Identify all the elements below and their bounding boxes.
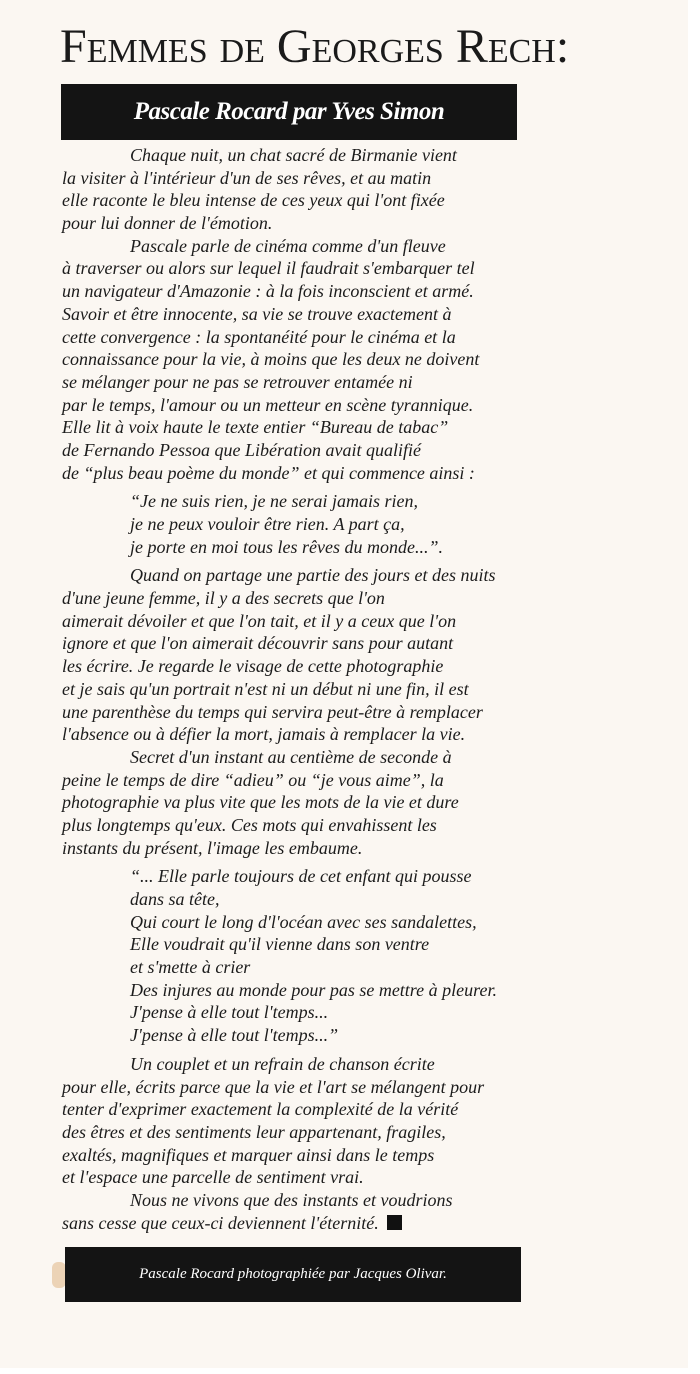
quote-line: je porte en moi tous les rêves du monde...”. (130, 536, 443, 557)
page-title: Femmes de Georges Rech: (60, 20, 570, 73)
quote-line: Des injures au monde pour pas se mettre à pleurer. (130, 979, 497, 1000)
text-line: instants du présent, l'image les embaume. (62, 837, 363, 858)
quote-line: je ne peux vouloir être rien. A part ça, (130, 514, 405, 534)
text-line: pour elle, écrits parce que la vie et l'art se mélangent pour (62, 1076, 485, 1097)
text-line: et je sais qu'un portrait n'est ni un début ni une fin, il est (62, 678, 469, 699)
page-edge (688, 0, 700, 1374)
quote-line: Elle voudrait qu'il vienne dans son ventre (130, 934, 430, 955)
text-line: Nous ne vivons que des instants et voudrions (130, 1189, 453, 1210)
subtitle-text: Pascale Rocard par Yves Simon (133, 98, 445, 125)
text-line: une parenthèse du temps qui servira peut-être à remplacer (62, 701, 483, 722)
text-line: de Fernando Pessoa que Libération avait qualifié (62, 439, 421, 460)
quote-line: J'pense à elle tout l'temps...” (130, 1025, 339, 1046)
text-line: Un couplet et un refrain de chanson écrite (130, 1053, 435, 1074)
text-line: se mélanger pour ne pas se retrouver entamée ni (62, 371, 413, 392)
text-line: connaissance pour la vie, à moins que les deux ne doivent (62, 349, 480, 370)
text-line: pour lui donner de l'émotion. (62, 213, 273, 234)
text-line: photographie va plus vite que les mots de la vie et dure (62, 792, 459, 813)
text-line: un navigateur d'Amazonie : à la fois inconscient et armé. (62, 281, 474, 302)
text-line: et l'espace une parcelle de sentiment vrai. (62, 1167, 364, 1188)
text-line-final-text: sans cesse que ceux-ci deviennent l'éternité. (62, 1212, 379, 1233)
text-line: Elle lit à voix haute le texte entier “Bureau de tabac” (62, 417, 449, 438)
text-line: à traverser ou alors sur lequel il faudrait s'embarquer tel (62, 258, 475, 279)
photo-caption: Pascale Rocard photographiée par Jacques Olivar. (139, 1266, 447, 1282)
subtitle-banner (61, 84, 517, 140)
text-line: l'absence ou à défier la mort, jamais à remplacer la vie. (62, 724, 466, 745)
quote-line: dans sa tête, (130, 889, 220, 909)
text-line: exaltés, magnifiques et marquer ainsi dans le temps (62, 1144, 435, 1165)
quote-line: et s'mette à crier (130, 957, 251, 978)
text-line: ignore et que l'on aimerait découvrir sans pour autant (62, 633, 454, 654)
text-line: la visiter à l'intérieur d'un de ses rêves, et au matin (62, 167, 432, 188)
quote-line: J'pense à elle tout l'temps... (130, 1002, 329, 1023)
quote-line: Qui court le long d'l'océan avec ses sandalettes, (130, 911, 477, 932)
text-line: Chaque nuit, un chat sacré de Birmanie vient (130, 145, 457, 165)
text-line: aimerait dévoiler et que l'on tait, et il y a ceux que l'on (62, 610, 457, 631)
text-line: cette convergence : la spontanéité pour le cinéma et la (62, 326, 456, 347)
text-line: Quand on partage une partie des jours et des nuits (130, 565, 496, 586)
text-line: Secret d'un instant au centième de seconde à (130, 746, 452, 767)
text-line: d'une jeune femme, il y a des secrets que l'on (62, 588, 385, 609)
text-line: peine le temps de dire “adieu” ou “je vous aime”, la (62, 769, 444, 790)
text-line: les écrire. Je regarde le visage de cette photographie (62, 656, 444, 677)
text-line: par le temps, l'amour ou un metteur en scène tyrannique. (62, 394, 474, 415)
paper-stain (52, 1262, 66, 1288)
photo-caption-box (65, 1247, 521, 1302)
text-line: tenter d'exprimer exactement la complexité de la vérité (62, 1099, 459, 1120)
end-mark-icon (387, 1215, 402, 1230)
text-line: Savoir et être innocente, sa vie se trouve exactement à (62, 303, 452, 324)
text-line: elle raconte le bleu intense de ces yeux qui l'ont fixée (62, 190, 445, 211)
text-line: des êtres et des sentiments leur appartenant, fragiles, (62, 1121, 446, 1142)
text-line: Pascale parle de cinéma comme d'un fleuve (130, 235, 446, 256)
article-body (62, 144, 532, 1234)
text-line-final (62, 1212, 532, 1235)
quote-line: “Je ne suis rien, je ne serai jamais rien, (130, 491, 418, 512)
quote-line: “... Elle parle toujours de cet enfant qui pousse (130, 866, 472, 887)
text-line: de “plus beau poème du monde” et qui commence ainsi : (62, 462, 475, 483)
text-line: plus longtemps qu'eux. Ces mots qui envahissent les (62, 814, 437, 835)
